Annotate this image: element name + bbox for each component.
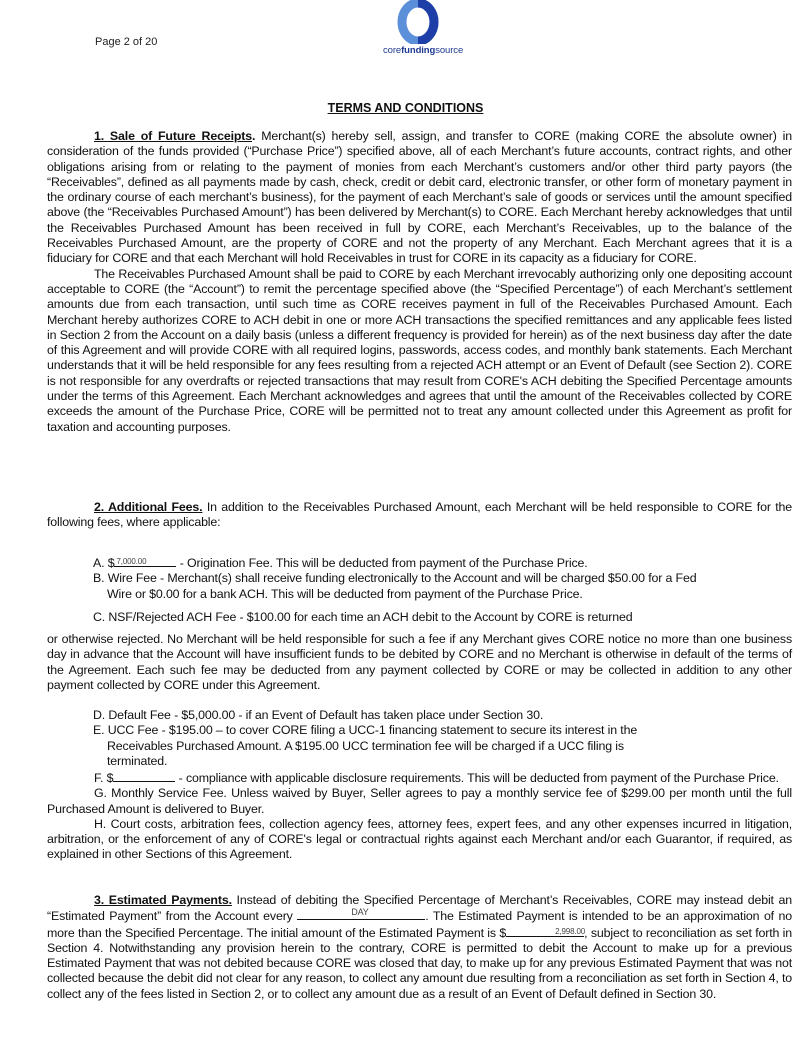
fee-list-abc	[93, 555, 793, 625]
payment-frequency-field[interactable]: DAY	[297, 908, 425, 920]
section-2-intro-text: In addition to the Receivables Purchased Amount, each Merchant will be held responsible to CORE for the following fees, where applicable:	[47, 500, 792, 530]
fee-item-h: H. Court costs, arbitration fees, collection agency fees, attorney fees, expert fees, and any other expenses incurred in litigation, arbitration, or the enforcement of any of CORE's legal or contractual rights against each Merchant and/or each Guarantor, if required, as explained in other Sections of this Agreement.	[47, 816, 792, 862]
fee-item-c: C. NSF/Rejected ACH Fee - $100.00 for each time an ACH debit to the Account by CORE is returned	[93, 609, 633, 624]
section-1-text: Merchant(s) hereby sell, assign, and transfer to CORE (making CORE the absolute owner) in consideration of the funds provided (“Purchase Price”) specified above, all of each Merchant’s future accounts, contract rights, and other obligations arising from or relating to the payment of monies from each Merchant’s customers and/or other third party payors (the “Receivables”, defined as all payments made by cash, check, credit or debit card, electronic transfer, or other form of monetary payment in the ordinary course of each merchant’s business), for the payment of each Merchant’s sale of goods or services until the amount specified above (the “Receivables Purchased Amount”) has been delivered by Merchant(s) to CORE. Each Merchant hereby acknowledges that until the Receivables Purchased Amount has been received in full by CORE, each Merchant’s Receivables, up to the balance of the Receivables Purchased Amount, are the property of CORE and not the property of any Merchant. Each Merchant agrees that it is a fiduciary for CORE and that each Merchant will hold Receivables in trust for CORE in its capacity as a fiduciary for CORE.	[47, 129, 792, 266]
fee-item-b: B. Wire Fee - Merchant(s) shall receive funding electronically to the Account and will be charged $50.00 for a Fed	[93, 571, 697, 586]
fee-item-e: E. UCC Fee - $195.00 – to cover CORE filing a UCC-1 financing statement to secure its interest in the	[93, 723, 638, 738]
fee-item-e-cont2: terminated.	[107, 753, 168, 768]
section-2-heading: 2. Additional Fees.	[94, 500, 203, 514]
fee-item-d: D. Default Fee - $5,000.00 - if an Event of Default has taken place under Section 30.	[93, 708, 544, 722]
section-1-paragraph-2: The Receivables Purchased Amount shall be paid to CORE by each Merchant irrevocably authorizing only one depositing account acceptable to CORE (the “Account”) to remit the percentage specified above (the “Specified Percentage”) of each Merchant’s settlement amounts due from each transaction, until such time as CORE receives payment in full of the Receivables Purchased Amount. Each Merchant hereby authorizes CORE to ACH debit in one or more ACH transactions the specified remittances and any applicable fees listed in Section 2 from the Account on a daily basis (unless a different frequency is provided for herein) as of the next business day after the date of this Agreement and will provide CORE with all required logins, passwords, access codes, and monthly bank statements. Each Merchant understands that it will be held responsible for any fees resulting from a rejected ACH attempt or an Event of Default (see Section 2). CORE is not responsible for any overdrafts or rejected transactions that may result from CORE's ACH debiting the Specified Percentage amounts under the terms of this Agreement. Each Merchant acknowledges and agrees that until the amount of the Receivables collected by CORE exceeds the amount of the Purchase Price, CORE will be permitted not to treat any amount collected under this Agreement as profit for taxation and accounting purposes.	[47, 266, 792, 434]
fee-item-b-cont: Wire or $0.00 for a bank ACH. This will be deducted from payment of the Purchase Price.	[107, 586, 583, 601]
section-2-intro	[47, 500, 792, 531]
page-number: Page 2 of 20	[95, 36, 158, 48]
section-1	[47, 129, 792, 435]
company-logo	[383, 0, 464, 60]
fee-item-e-cont: Receivables Purchased Amount. A $195.00 UCC termination fee will be charged if a UCC filing is	[107, 738, 624, 753]
fee-item-c-continued: or otherwise rejected. No Merchant will be held responsible for such a fee if any Merchant gives CORE notice no more than one business day in advance that the Account will have insufficient funds to be debited by CORE and no Merchant is otherwise in default of the terms of the Agreement. Each such fee may be deducted from any payment collected by CORE or may be collected in addition to any other payment collected by CORE under this Agreement.	[47, 632, 792, 692]
fee-item-g: G. Monthly Service Fee. Unless waived by Buyer, Seller agrees to pay a monthly service fee of $299.00 per month until the full Purchased Amount is delivered to Buyer.	[47, 786, 792, 816]
section-3-heading: 3. Estimated Payments.	[94, 893, 232, 907]
estimated-payment-amount-field[interactable]: 2,998.00	[506, 925, 584, 937]
origination-fee-field[interactable]: 7,000.00	[114, 555, 176, 567]
disclosure-fee-field[interactable]	[113, 770, 175, 782]
section-1-heading: 1. Sale of Future Receipts	[94, 129, 252, 143]
logo-wordmark: corefundingsource	[383, 45, 464, 56]
fee-item-a: A. $ 7,000.00 - Origination Fee. This will be deducted from payment of the Purchase Price.	[93, 556, 588, 570]
section-3: 3. Estimated Payments. Instead of debiting the Specified Percentage of Merchant’s Receivables, CORE may instead debit an “Estimated Payment” from the Account every DAY . The Estimated Payment is intended to be an approximation of no more than the Specified Percentage. The initial amount of the Estimated Payment is $ 2,998.00 , subject to reconciliation as set forth in Section 4. Notwithstanding any provision herein to the contrary, CORE is permitted to debit the Account to make up for a previous Estimated Payment that was not debited because CORE was closed that day, to make up for any previous Estimated Payment that was not collected because the debit did not clear for any reason, to collect any amount due resulting from a reconciliation as set forth in Section 4, to collect any of the fees listed in Section 2, or to collect any amount due as a result of an Event of Default defined in Section 30.	[47, 893, 793, 1001]
logo-ring-icon	[397, 0, 439, 44]
section-1-paragraph-1: 1. Sale of Future Receipts. Merchant(s) hereby sell, assign, and transfer to CORE (making CORE the absolute owner) in consideration of the funds provided (“Purchase Price”) specified above, all of each Merchant’s future accounts, contract rights, and other obligations arising from or relating to the payment of monies from each Merchant’s customers and/or other third party payors (the “Receivables”, defined as all payments made by cash, check, credit or debit card, electronic transfer, or other form of monetary payment in the ordinary course of each merchant’s business), for the payment of each Merchant’s sale of goods or services until the amount specified above (the “Receivables Purchased Amount”) has been delivered by Merchant(s) to CORE. Each Merchant hereby acknowledges that until the Receivables Purchased Amount has been received in full by CORE, each Merchant’s Receivables, up to the balance of the Receivables Purchased Amount, are the property of CORE and not the property of any Merchant. Each Merchant agrees that it is a fiduciary for CORE and that each Merchant will hold Receivables in trust for CORE in its capacity as a fiduciary for CORE.	[47, 129, 792, 266]
document-title: TERMS AND CONDITIONS	[327, 101, 484, 115]
fee-list-fgh	[47, 770, 792, 863]
fee-item-f: F. $ - compliance with applicable disclosure requirements. This will be deducted from payment of the Purchase Price.	[94, 771, 779, 785]
fee-list-de	[93, 708, 793, 769]
